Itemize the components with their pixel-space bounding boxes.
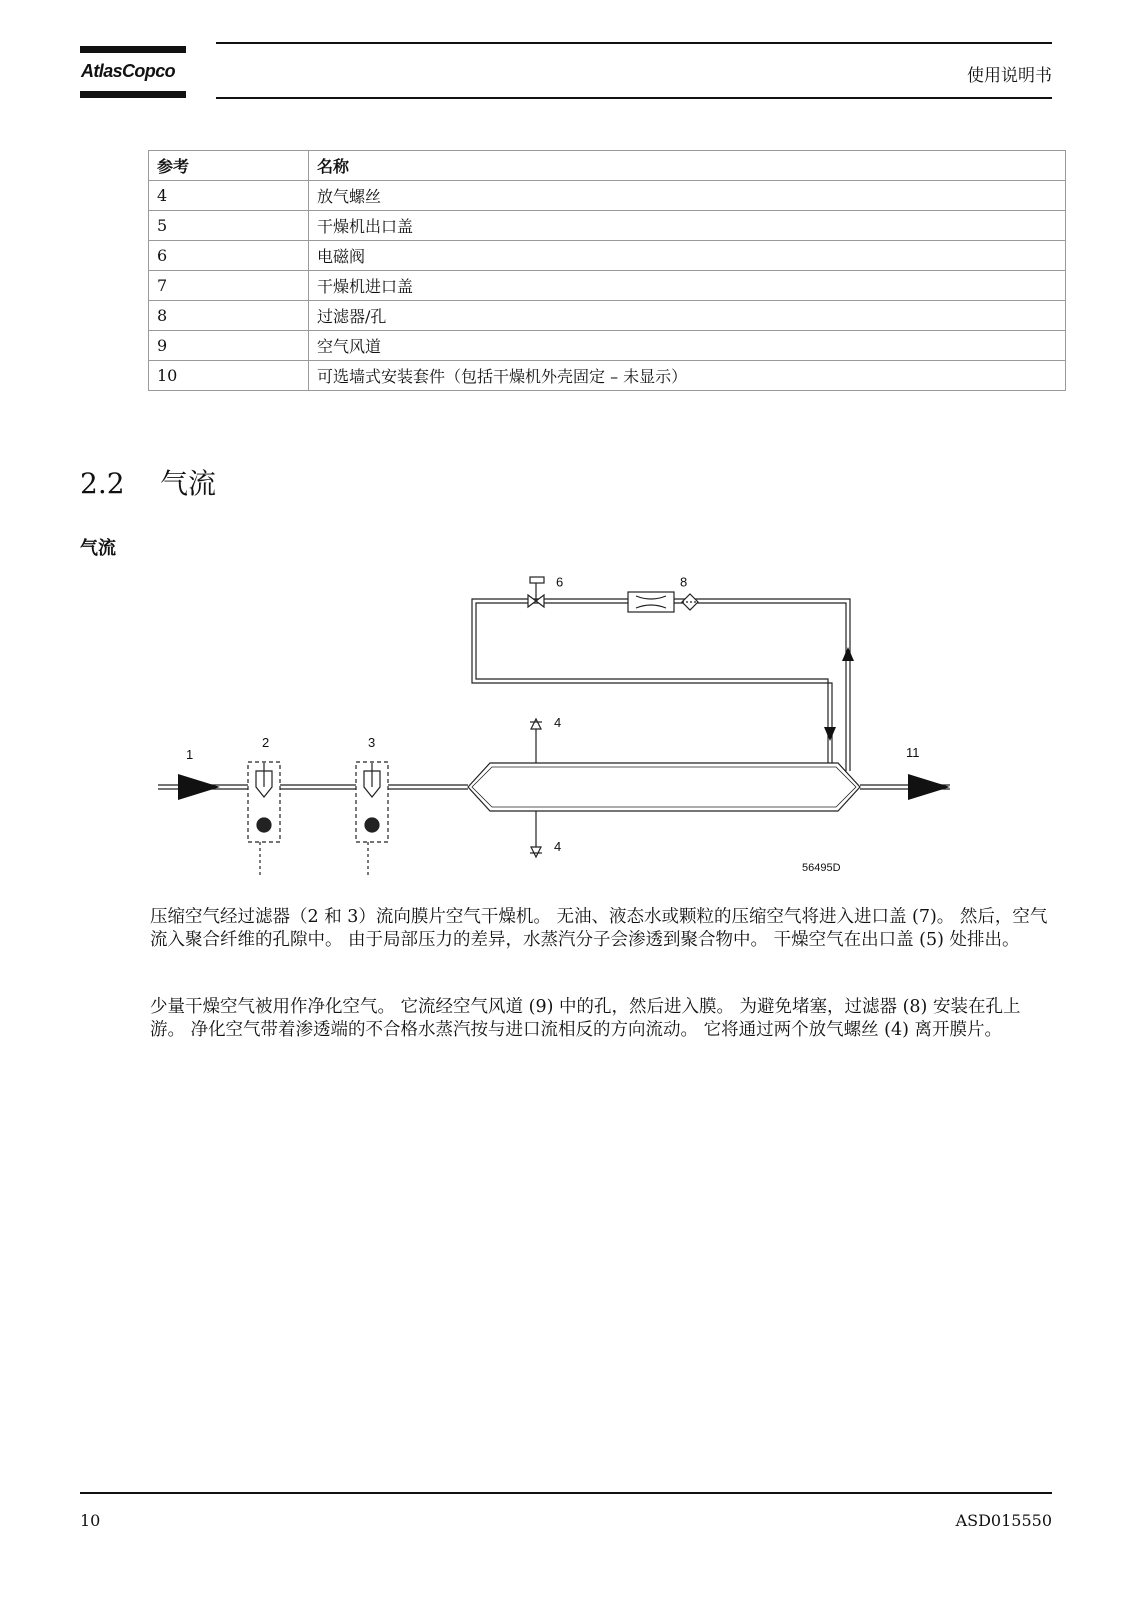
section-subtitle: 气流 — [80, 538, 116, 559]
cell-ref: 7 — [149, 271, 309, 301]
table-row — [149, 361, 1066, 391]
membrane-dryer-body — [468, 763, 860, 811]
purge-line-outer — [472, 599, 850, 771]
label-drain-screw-bottom: 4 — [554, 839, 562, 854]
cell-name: 干燥机出口盖 — [309, 211, 1066, 241]
cell-ref: 9 — [149, 331, 309, 361]
drain-screw-bottom-valve — [531, 847, 541, 857]
table-row — [149, 301, 1066, 331]
table-row — [149, 241, 1066, 271]
table-row — [149, 331, 1066, 361]
label-valve: 6 — [556, 575, 564, 590]
table-row — [149, 211, 1066, 241]
cell-name: 过滤器/孔 — [309, 301, 1066, 331]
label-outlet: 11 — [906, 745, 920, 760]
solenoid-valve-right — [536, 595, 544, 607]
figure-code: 56495D — [802, 862, 841, 874]
cell-ref: 10 — [149, 361, 309, 391]
cell-ref: 8 — [149, 301, 309, 331]
cell-name: 电磁阀 — [309, 241, 1066, 271]
cell-ref: 4 — [149, 181, 309, 211]
cell-ref: 6 — [149, 241, 309, 271]
page-number: 10 — [80, 1511, 101, 1530]
section-title — [80, 462, 216, 502]
header-rule-top — [216, 42, 1052, 44]
cell-name: 干燥机进口盖 — [309, 271, 1066, 301]
filter-3-drain — [365, 818, 379, 832]
outlet-arrow — [908, 774, 950, 800]
footer-rule — [80, 1492, 1052, 1494]
cell-name: 可选墙式安装套件（包括干燥机外壳固定 – 未显示） — [309, 361, 1066, 391]
brand-logo — [80, 46, 186, 100]
purge-arrow-down — [824, 727, 836, 741]
logo-text: AtlasCopco — [81, 61, 176, 81]
label-filter-2: 2 — [262, 735, 270, 750]
table-row — [149, 181, 1066, 211]
cell-name: 空气风道 — [309, 331, 1066, 361]
label-inlet: 1 — [186, 747, 194, 762]
table-header-row — [149, 151, 1066, 181]
membrane-dryer-inner — [472, 767, 856, 807]
logo-bar-top — [80, 46, 186, 53]
logo-bar-bottom — [80, 91, 186, 98]
doc-code: ASD015550 — [955, 1511, 1052, 1530]
label-drain-screw-top: 4 — [554, 715, 562, 730]
section-number: 2.2 — [80, 467, 125, 500]
table-row — [149, 271, 1066, 301]
cell-ref: 5 — [149, 211, 309, 241]
label-orifice: 8 — [680, 575, 688, 590]
solenoid-coil — [530, 577, 544, 583]
purge-arrow-up — [842, 647, 854, 661]
purge-line-inner — [476, 603, 846, 771]
inlet-arrow — [178, 774, 220, 800]
paragraph-airflow-2: 少量干燥空气被用作净化空气。 它流经空气风道 (9) 中的孔，然后进入膜。 为避免堵塞，过滤器 (8) 安装在孔上游。 净化空气带着渗透端的不合格水蒸汽按与进口流相反的方向流动。 它将通过两个放气螺丝 (4) 离开膜片。 — [150, 997, 1021, 1040]
drain-screw-top-valve — [531, 719, 541, 729]
label-filter-3: 3 — [368, 735, 376, 750]
airflow-diagram — [150, 575, 980, 895]
filter-2-drain — [257, 818, 271, 832]
doc-type: 使用说明书 — [967, 66, 1052, 86]
col-header-name: 名称 — [309, 151, 1066, 181]
paragraph-airflow-1: 压缩空气经过滤器（2 和 3）流向膜片空气干燥机。 无油、液态水或颗粒的压缩空气将进入进口盖 (7)。 然后，空气流入聚合纤维的孔隙中。 由于局部压力的差异，水蒸汽分子会渗透到聚合物中。 干燥空气在出口盖 (5) 处排出。 — [150, 907, 1048, 950]
header-rule-bottom — [216, 97, 1052, 99]
cell-name: 放气螺丝 — [309, 181, 1066, 211]
col-header-ref: 参考 — [149, 151, 309, 181]
orifice-housing — [628, 592, 674, 612]
solenoid-valve-left — [528, 595, 536, 607]
section-title-text: 气流 — [160, 467, 217, 500]
parts-table — [148, 150, 1066, 391]
